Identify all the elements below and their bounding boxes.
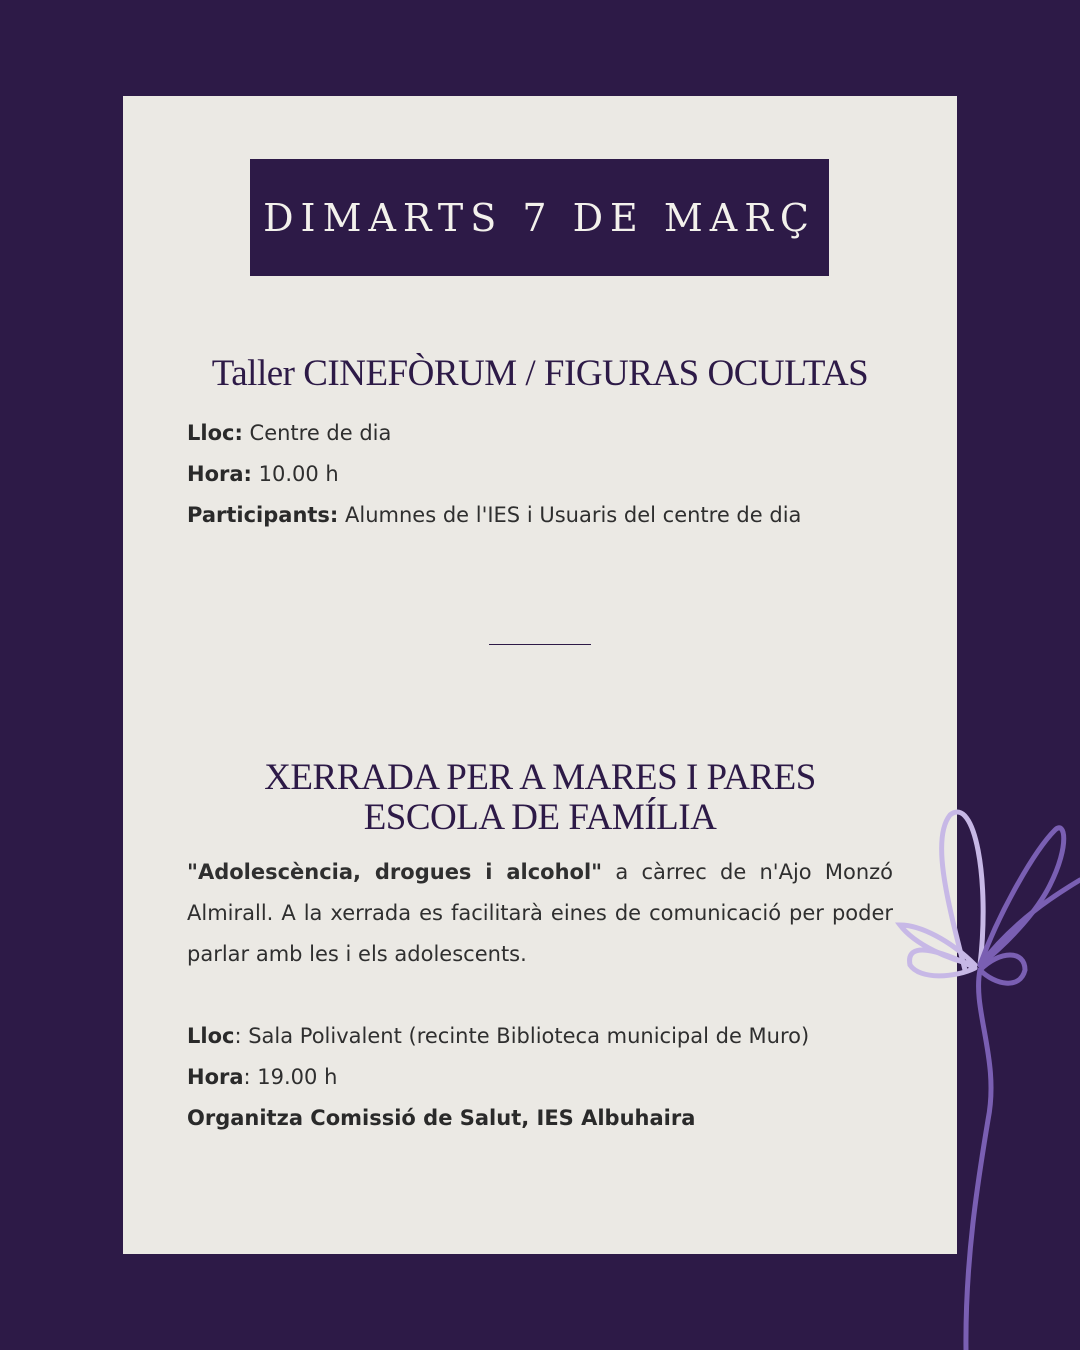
event2-lloc-value: : Sala Polivalent (recinte Biblioteca municipal de Muro) xyxy=(234,1024,810,1048)
event2-title xyxy=(123,758,957,838)
event1-hora-label: Hora: xyxy=(187,462,252,486)
event1-details xyxy=(187,413,907,536)
event1-participants-value: Alumnes de l'IES i Usuaris del centre de dia xyxy=(338,503,802,527)
event2-description xyxy=(187,852,893,975)
event1-lloc-value: Centre de dia xyxy=(242,421,392,445)
event2-details xyxy=(187,1016,907,1139)
event1-title: Taller CINEFÒRUM / FIGURAS OCULTAS xyxy=(211,353,869,394)
event2-quote: "Adolescència, drogues i alcohol" xyxy=(187,860,603,884)
event1-hora-row xyxy=(187,454,907,495)
event2-lloc-label: Lloc xyxy=(187,1024,235,1048)
event2-hora-value: : 19.00 h xyxy=(243,1065,338,1089)
date-label: DIMARTS 7 DE MARÇ xyxy=(263,195,816,240)
event1-participants-row xyxy=(187,495,907,536)
event2-title-line1: XERRADA PER A MARES I PARES xyxy=(264,757,816,798)
event2-hora-row xyxy=(187,1057,907,1098)
flower-icon xyxy=(880,800,1080,1350)
event1-hora-value: 10.00 h xyxy=(251,462,339,486)
section-divider xyxy=(489,644,591,645)
event-card xyxy=(123,96,957,1254)
event2-description-text: a càrrec de n'Ajo Monzó Almirall. A la xerrada es facilitarà eines de comunicació per poder parlar amb les i els adolescents. xyxy=(187,860,894,966)
event1-lloc-row xyxy=(187,413,907,454)
event2-organizer-row xyxy=(187,1098,907,1139)
event1-participants-label: Participants: xyxy=(187,503,339,527)
event1-lloc-label: Lloc: xyxy=(187,421,243,445)
date-banner xyxy=(250,159,829,276)
event2-lloc-row xyxy=(187,1016,907,1057)
event2-organizer: Organitza Comissió de Salut, IES Albuhaira xyxy=(187,1106,696,1130)
event2-hora-label: Hora xyxy=(187,1065,244,1089)
event2-title-line2: ESCOLA DE FAMÍLIA xyxy=(363,797,717,838)
